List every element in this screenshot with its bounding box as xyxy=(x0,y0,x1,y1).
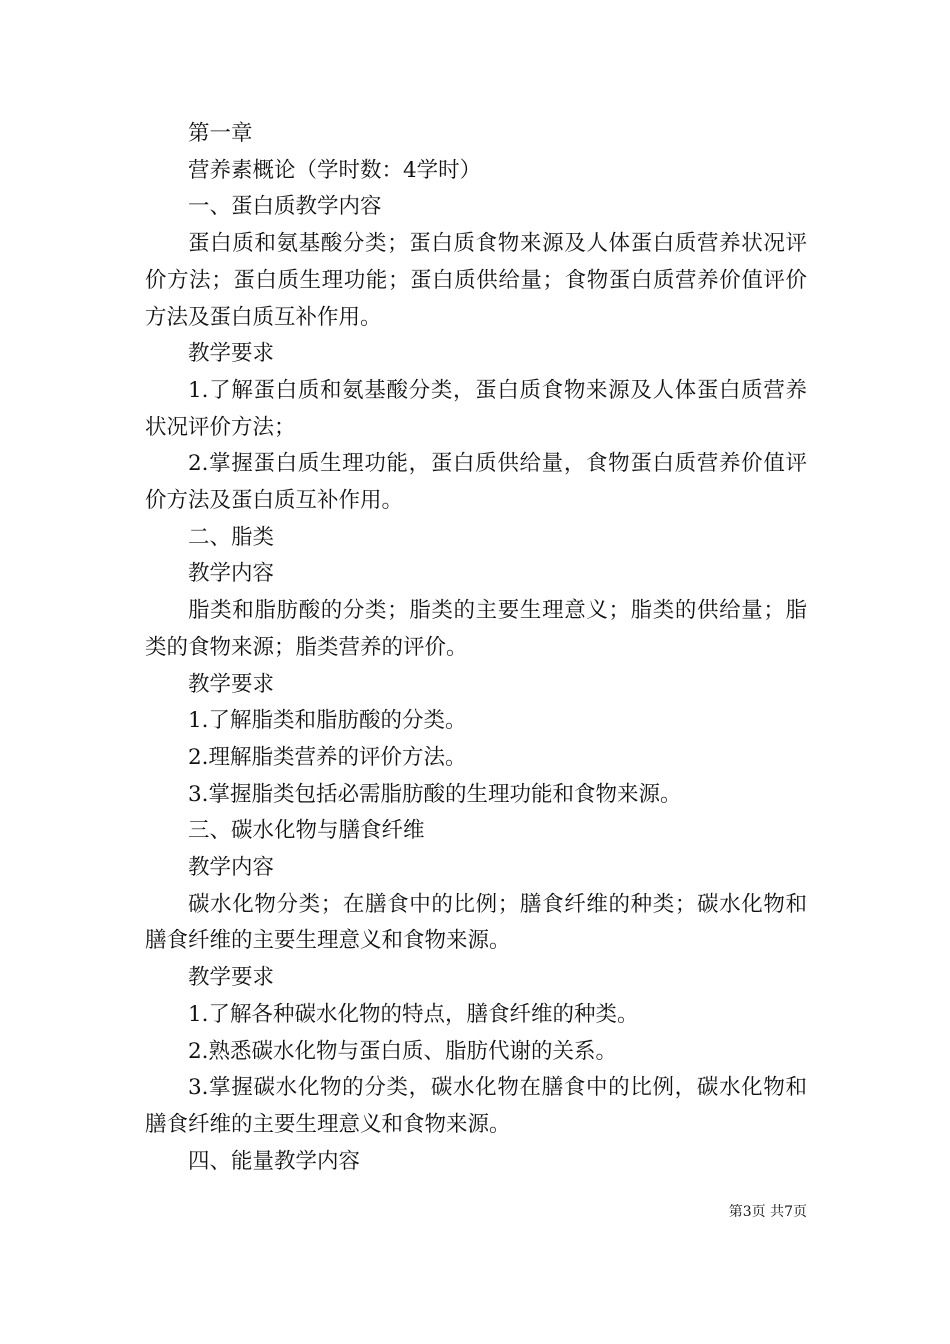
subheading-requirements: 教学要求 xyxy=(188,671,275,697)
list-item: 3.掌握脂类包括必需脂肪酸的生理功能和食物来源。 xyxy=(188,781,682,807)
subheading-content: 教学内容 xyxy=(188,855,275,881)
subheading-requirements: 教学要求 xyxy=(188,341,275,367)
list-item: 2.理解脂类营养的评价方法。 xyxy=(188,744,467,770)
chapter-heading: 第一章 xyxy=(188,121,253,146)
chapter-title: 营养素概论（学时数：4学时） xyxy=(188,157,482,183)
section-heading-carbohydrates: 三、碳水化物与膳食纤维 xyxy=(188,818,425,844)
subheading-content: 教学内容 xyxy=(188,561,275,587)
list-item: 2.熟悉碳水化物与蛋白质、脂肪代谢的关系。 xyxy=(188,1038,618,1064)
page-number-footer: 第3页 共7页 xyxy=(728,1204,807,1220)
paragraph-lipids-content: 脂类和脂肪酸的分类；脂类的主要生理意义；脂类的供给量；脂类的食物来源；脂类营养的评价。 xyxy=(145,598,807,660)
list-item: 1.了解蛋白质和氨基酸分类，蛋白质食物来源及人体蛋白质营养状况评价方法； xyxy=(145,377,807,440)
paragraph-carbohydrates-content: 碳水化物分类；在膳食中的比例；膳食纤维的种类；碳水化物和膳食纤维的主要生理意义和食物来源。 xyxy=(145,891,807,954)
list-item: 3.掌握碳水化物的分类，碳水化物在膳食中的比例，碳水化物和膳食纤维的主要生理意义和食物来源。 xyxy=(145,1075,807,1137)
list-item: 1.了解脂类和脂肪酸的分类。 xyxy=(188,708,467,734)
section-heading-energy: 四、能量教学内容 xyxy=(188,1148,361,1174)
document-body xyxy=(145,116,807,1180)
paragraph-protein-content: 蛋白质和氨基酸分类；蛋白质食物来源及人体蛋白质营养状况评价方法；蛋白质生理功能；蛋白质供给量；食物蛋白质营养价值评价方法及蛋白质互补作用。 xyxy=(145,231,807,330)
section-heading-lipids: 二、脂类 xyxy=(188,524,275,550)
list-item: 2.掌握蛋白质生理功能，蛋白质供给量，食物蛋白质营养价值评价方法及蛋白质互补作用。 xyxy=(145,451,807,514)
section-heading-protein: 一、蛋白质教学内容 xyxy=(188,194,382,220)
list-item: 1.了解各种碳水化物的特点，膳食纤维的种类。 xyxy=(188,1001,639,1027)
subheading-requirements: 教学要求 xyxy=(188,965,275,991)
